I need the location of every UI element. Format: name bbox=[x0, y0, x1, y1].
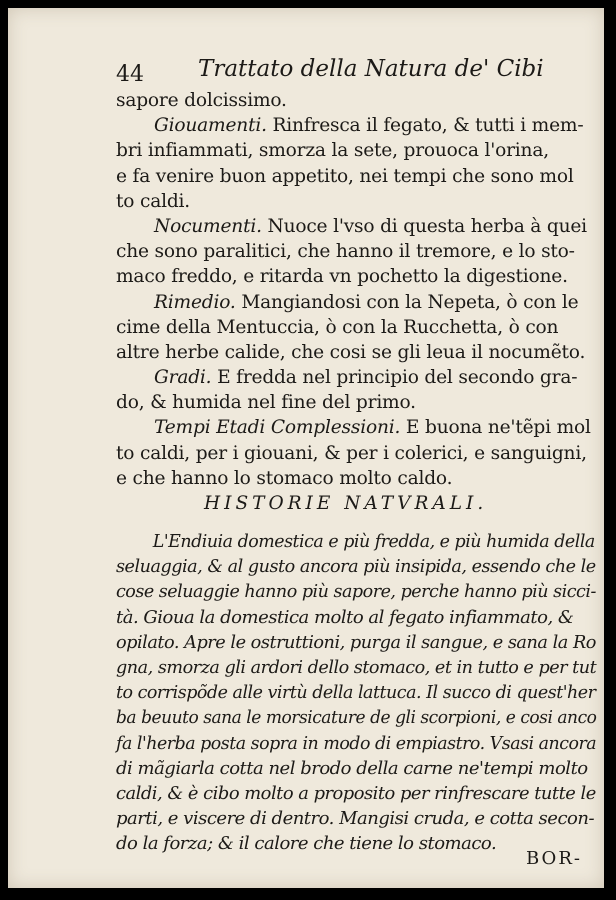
text-line: e fa venire buon appetito, nei tempi che sono mol bbox=[116, 165, 574, 187]
text-line: do la forza; & il calore che tiene lo stomaco. bbox=[116, 833, 497, 855]
text-line: ba beuuto sana le morsicature de gli scorpioni, e cosi anco bbox=[116, 707, 597, 729]
text-line: tà. Gioua la domestica molto al fegato infiammato, & bbox=[116, 606, 574, 628]
text-line: di mãgiarla cotta nel brodo della carne ne'tempi molto bbox=[116, 757, 588, 779]
text-line: sapore dolcissimo. bbox=[116, 90, 287, 111]
text-line: Giouamenti. Rinfresca il fegato, & tutti i mem- bbox=[154, 115, 584, 137]
text-line: to caldi, per i giouani, & per i colerici, e sanguigni, bbox=[116, 442, 587, 464]
section-heading: HISTORIE NATVRALI. bbox=[204, 493, 488, 514]
text-line: altre herbe calide, che cosi se gli leua il nocumẽto. bbox=[116, 341, 586, 363]
historie-text bbox=[116, 529, 596, 856]
text-line: to caldi. bbox=[116, 190, 190, 212]
text-line: Gradi. E fredda nel principio del secondo gra- bbox=[154, 367, 578, 389]
section-label-giouamenti: Giouamenti. bbox=[154, 115, 267, 137]
running-title: Trattato della Natura de' Cibi bbox=[198, 56, 544, 82]
catchword: BOR- bbox=[526, 848, 582, 869]
text-line: Nocumenti. Nuoce l'vso di questa herba à quei bbox=[154, 215, 587, 237]
text-line: cime della Mentuccia, ò con la Rucchetta, ò con bbox=[116, 316, 559, 338]
text-line: gna, smorza gli ardori dello stomaco, et in tutto e per tut bbox=[116, 656, 597, 678]
text-line: to corrispõde alle virtù della lattuca. Il succo di quest'her bbox=[116, 682, 596, 704]
text-line: do, & humida nel fine del primo. bbox=[116, 392, 416, 414]
text-line: fa l'herba posta sopra in modo di empiastro. Vsasi ancora bbox=[116, 732, 597, 754]
page-number: 44 bbox=[116, 62, 144, 87]
body-text bbox=[116, 88, 592, 491]
section-label-nocumenti: Nocumenti. bbox=[154, 215, 262, 237]
section-label-rimedio: Rimedio. bbox=[154, 291, 236, 313]
page-header bbox=[116, 56, 586, 90]
text-line: maco freddo, e ritarda vn pochetto la digestione. bbox=[116, 266, 568, 288]
text-line: cose seluaggie hanno più sapore, perche hanno più sicci- bbox=[116, 581, 596, 603]
book-page bbox=[8, 8, 604, 888]
text-line: bri infiammati, smorza la sete, prouoca l'orina, bbox=[116, 140, 549, 162]
section-label-tempi: Tempi Etadi Complessioni. bbox=[154, 417, 401, 439]
text-line: L'Endiuia domestica e più fredda, e più humida della bbox=[152, 531, 595, 552]
section-label-gradi: Gradi. bbox=[154, 367, 212, 389]
text-line: parti, e viscere di dentro. Mangisi cruda, e cotta secon- bbox=[116, 808, 595, 830]
text-line: Rimedio. Mangiandosi con la Nepeta, ò con le bbox=[154, 291, 579, 313]
text-line: Tempi Etadi Complessioni. E buona ne'tẽpi mol bbox=[154, 417, 591, 439]
text-line: caldi, & è cibo molto a proposito per rinfrescare tutte le bbox=[116, 782, 596, 804]
text-line: e che hanno lo stomaco molto caldo. bbox=[116, 467, 453, 489]
text-line: seluaggia, & al gusto ancora più insipida, essendo che le bbox=[116, 556, 596, 578]
text-line: opilato. Apre le ostruttioni, purga il sangue, e sana la Ro bbox=[116, 631, 596, 653]
text-line: che sono paralitici, che hanno il tremore, e lo sto- bbox=[116, 241, 575, 263]
